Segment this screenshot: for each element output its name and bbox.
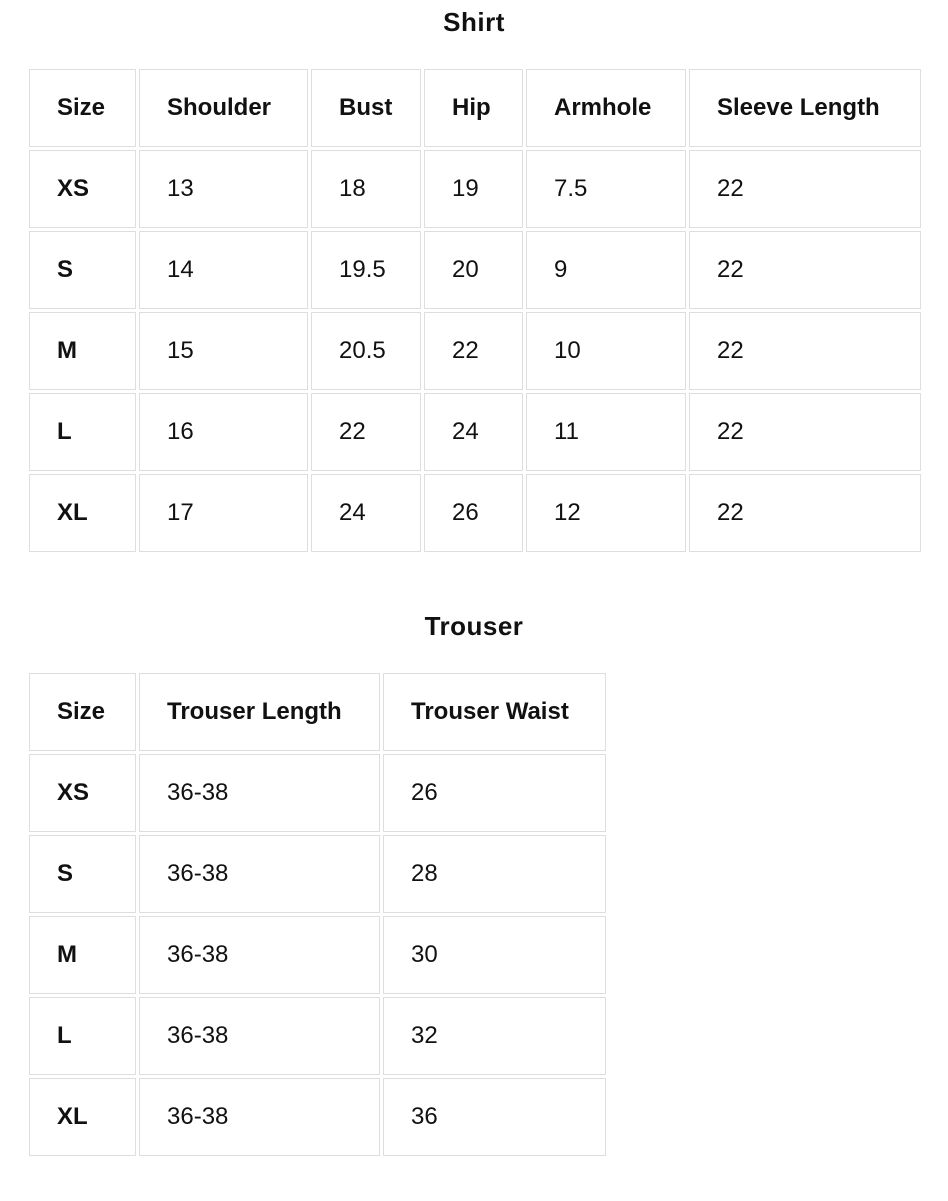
table-row [29, 1078, 606, 1156]
table-cell: 9 [526, 231, 686, 309]
table-cell: 24 [311, 474, 421, 552]
table-cell: 22 [689, 393, 921, 471]
column-header: Trouser Length [139, 673, 380, 751]
table-cell: 22 [311, 393, 421, 471]
size-cell: L [29, 997, 136, 1075]
trouser-title: Trouser [424, 611, 524, 641]
size-cell: XS [29, 150, 136, 228]
table-cell: 36-38 [139, 754, 380, 832]
table-cell: 20 [424, 231, 523, 309]
table-cell: 17 [139, 474, 308, 552]
table-row [29, 312, 921, 390]
table-row [29, 150, 921, 228]
table-cell: 22 [689, 474, 921, 552]
table-cell: 28 [383, 835, 606, 913]
size-cell: XL [29, 474, 136, 552]
table-cell: 18 [311, 150, 421, 228]
table-cell: 16 [139, 393, 308, 471]
table-row [29, 231, 921, 309]
table-cell: 22 [689, 312, 921, 390]
table-cell: 36 [383, 1078, 606, 1156]
trouser-size-table [26, 670, 609, 1159]
table-row [29, 916, 606, 994]
size-cell: S [29, 231, 136, 309]
size-cell: M [29, 916, 136, 994]
column-header: Size [29, 69, 136, 147]
shirt-size-table [26, 66, 924, 555]
table-cell: 36-38 [139, 916, 380, 994]
column-header: Armhole [526, 69, 686, 147]
table-cell: 22 [689, 150, 921, 228]
table-header-row [29, 673, 606, 751]
table-row [29, 835, 606, 913]
table-cell: 26 [424, 474, 523, 552]
table-cell: 10 [526, 312, 686, 390]
table-cell: 22 [424, 312, 523, 390]
column-header: Hip [424, 69, 523, 147]
table-cell: 11 [526, 393, 686, 471]
table-cell: 19 [424, 150, 523, 228]
column-header: Sleeve Length [689, 69, 921, 147]
table-row [29, 997, 606, 1075]
table-cell: 7.5 [526, 150, 686, 228]
table-cell: 32 [383, 997, 606, 1075]
table-cell: 12 [526, 474, 686, 552]
table-row [29, 393, 921, 471]
table-row [29, 474, 921, 552]
shirt-title: Shirt [443, 7, 505, 37]
table-cell: 26 [383, 754, 606, 832]
table-cell: 20.5 [311, 312, 421, 390]
size-cell: XS [29, 754, 136, 832]
table-cell: 13 [139, 150, 308, 228]
table-cell: 36-38 [139, 997, 380, 1075]
table-cell: 36-38 [139, 835, 380, 913]
table-cell: 30 [383, 916, 606, 994]
column-header: Trouser Waist [383, 673, 606, 751]
table-cell: 24 [424, 393, 523, 471]
table-row [29, 754, 606, 832]
size-cell: M [29, 312, 136, 390]
table-header-row [29, 69, 921, 147]
table-cell: 15 [139, 312, 308, 390]
column-header: Bust [311, 69, 421, 147]
column-header: Size [29, 673, 136, 751]
table-cell: 36-38 [139, 1078, 380, 1156]
table-cell: 14 [139, 231, 308, 309]
size-cell: L [29, 393, 136, 471]
size-cell: XL [29, 1078, 136, 1156]
table-cell: 19.5 [311, 231, 421, 309]
table-cell: 22 [689, 231, 921, 309]
size-cell: S [29, 835, 136, 913]
column-header: Shoulder [139, 69, 308, 147]
